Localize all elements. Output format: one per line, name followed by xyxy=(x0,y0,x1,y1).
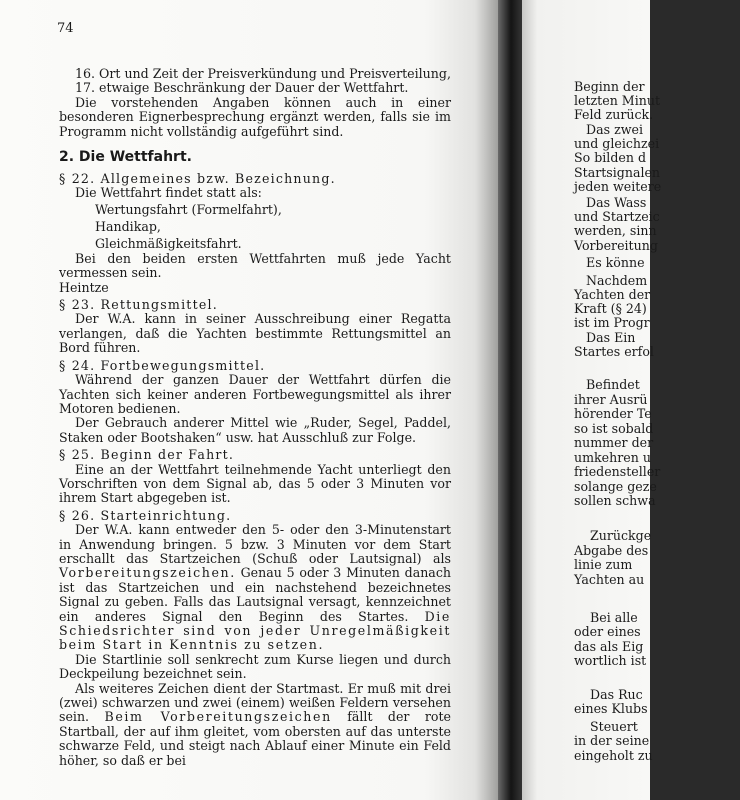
right-page-line: ihrer Ausrü xyxy=(574,392,648,407)
list-item-16: 16. Ort und Zeit der Preisverkündung und Preisverteilung, xyxy=(75,66,451,81)
text-segment: Der W.A. kann entweder den 5- oder den 3-Minutenstart in Anwendung bringen. 5 bzw. 3 Minuten vor dem Start erschallt das Startzeichen (Schuß oder Lautsignal) als xyxy=(59,522,451,566)
section-title: 2. Die Wettfahrt. xyxy=(59,149,192,166)
paragraph-intro: Die vorstehenden Angaben können auch in einer besonderen Eignerbesprechung ergänzt werden, falls sie im Programm nicht vollständig aufgeführt sind. xyxy=(59,94,451,139)
text-segment: fällt der rote Startball, der auf ihm gleitet, vom obersten auf das unterste schwarze Feld, und steigt nach Ablauf einer Minute ein Feld höher, so daß er bei xyxy=(59,709,451,768)
paragraph-22: Bei den beiden ersten Wettfahrten muß jede Yacht vermessen sein. xyxy=(59,250,451,281)
right-page-line: Es könne xyxy=(586,255,645,270)
right-page-line: letzten Minut xyxy=(574,93,661,108)
right-page-line: eines Klubs xyxy=(574,701,648,716)
right-page-line: Startes erfol xyxy=(574,344,654,359)
right-page-line: nummer der xyxy=(574,435,654,450)
right-page-line: solange geze xyxy=(574,479,657,494)
right-page-line: so ist sobald xyxy=(574,421,654,436)
list-item-gleichmaessigkeitsfahrt: Gleichmäßigkeitsfahrt. xyxy=(95,235,242,251)
right-page-line: So bilden d xyxy=(574,150,647,165)
left-page-text xyxy=(59,67,451,768)
margin-note: Heintze xyxy=(59,279,109,295)
paragraph-23: Der W.A. kann in seiner Ausschreibung einer Regatta verlangen, daß die Yachten bestimmte Rettungsmittel an Bord führen. xyxy=(59,311,451,356)
right-page-line: werden, sinn xyxy=(574,223,657,238)
right-page-line: Das zwei xyxy=(586,122,643,137)
right-page-line: Kraft (§ 24) xyxy=(574,301,647,316)
paragraph-24-1: Während der ganzen Dauer der Wettfahrt dürfen die Yachten sich keiner anderen Fortbewegungsmittel als ihrer Motoren bedienen. xyxy=(59,372,451,416)
right-page-line: oder eines xyxy=(574,624,641,639)
right-page-line: Yachten au xyxy=(574,572,645,587)
right-page-line: Beginn der xyxy=(574,79,645,94)
right-page-line: Startsignalen xyxy=(574,165,661,180)
emphasis-schiedsrichter: Die Schiedsrichter sind von jeder Unregelmäßigkeit beim Start in Kenntnis zu setzen. xyxy=(59,608,451,653)
right-page-line: Befindet xyxy=(586,377,640,392)
right-page-line: hörender Te xyxy=(574,406,652,421)
text-segment: Genau 5 oder 3 Minuten danach ist das Startzeichen und ein nachstehend bezeichnetes Signal zu geben. Falls das Lautsignal versagt, kennzeichnet ein anderes Signal den Beginn des Startes. xyxy=(59,565,451,624)
page-number: 74 xyxy=(57,21,74,36)
right-page-line: Bei alle xyxy=(590,610,638,625)
paragraph-24-2: Der Gebrauch anderer Mittel wie „Ruder, Segel, Paddel, Staken oder Bootshaken“ usw. hat Ausschluß zur Folge. xyxy=(59,415,451,445)
paragraph-26-1 xyxy=(59,523,451,653)
right-page-line: Abgabe des xyxy=(574,543,649,558)
right-page-line: Das Ein xyxy=(586,330,636,345)
emphasis-vorbereitungszeichen: Vorbereitungszeichen. xyxy=(59,565,236,581)
right-page-line: in der seine xyxy=(574,733,650,748)
list-item-17: 17. etwaige Beschränkung der Dauer der Wettfahrt. xyxy=(75,80,409,96)
paragraph-25: Eine an der Wettfahrt teilnehmende Yacht unterliegt den Vorschriften von dem Signal ab, das 5 oder 3 Minuten vor ihrem Start abgegeben ist. xyxy=(59,461,451,506)
paragraph-22-intro: Die Wettfahrt findet statt als: xyxy=(75,185,262,201)
right-page-line: Das Wass xyxy=(586,195,647,210)
list-item-wertungsfahrt: Wertungsfahrt (Formelfahrt), xyxy=(95,201,282,217)
heading-25: § 25. Beginn der Fahrt. xyxy=(59,447,235,463)
right-page-line: linie zum xyxy=(574,557,633,572)
right-page-line: Vorbereitung xyxy=(574,238,658,253)
right-page-line: und gleichzei xyxy=(574,136,660,151)
right-page-line: sollen schwa xyxy=(574,493,656,508)
paragraph-26-3 xyxy=(59,682,451,768)
right-page-line: Feld zurück. xyxy=(574,107,654,122)
right-page-line: ist im Progr xyxy=(574,315,650,330)
right-page-line: Yachten der xyxy=(574,287,651,302)
heading-22: § 22. Allgemeines bzw. Bezeichnung. xyxy=(59,171,336,187)
right-page-line: Zurückge xyxy=(590,528,652,543)
right-page-line: das als Eig xyxy=(574,639,644,654)
right-page-line: umkehren u xyxy=(574,450,651,465)
right-page-line: wortlich ist xyxy=(574,653,647,668)
list-item-handikap: Handikap, xyxy=(95,218,161,234)
right-page xyxy=(522,0,662,800)
text-segment: Als weiteres Zeichen dient der Startmast. Er muß mit drei (zwei) schwarzen und zwei (einem) weißen Feldern versehen sein. xyxy=(59,680,451,725)
right-page-line: Das Ruc xyxy=(590,687,643,702)
right-page-line: eingeholt zu xyxy=(574,748,653,763)
emphasis-beim-vorbereitungszeichen: Beim Vorbereitungszeichen xyxy=(104,709,332,725)
right-page-line: Steuert xyxy=(590,719,638,734)
heading-24: § 24. Fortbewegungsmittel. xyxy=(59,357,266,373)
right-page-line: friedensteller xyxy=(574,464,661,479)
right-page-line: und Startzeic xyxy=(574,209,660,224)
paragraph-26-2: Die Startlinie soll senkrecht zum Kurse liegen und durch Deckpeilung bezeichnet sein. xyxy=(59,651,451,682)
heading-23: § 23. Rettungsmittel. xyxy=(59,297,218,313)
right-page-line: Nachdem xyxy=(586,273,648,288)
right-page-line: jeden weitere xyxy=(574,179,662,194)
heading-26: § 26. Starteinrichtung. xyxy=(59,507,232,523)
book-gutter xyxy=(498,0,524,800)
